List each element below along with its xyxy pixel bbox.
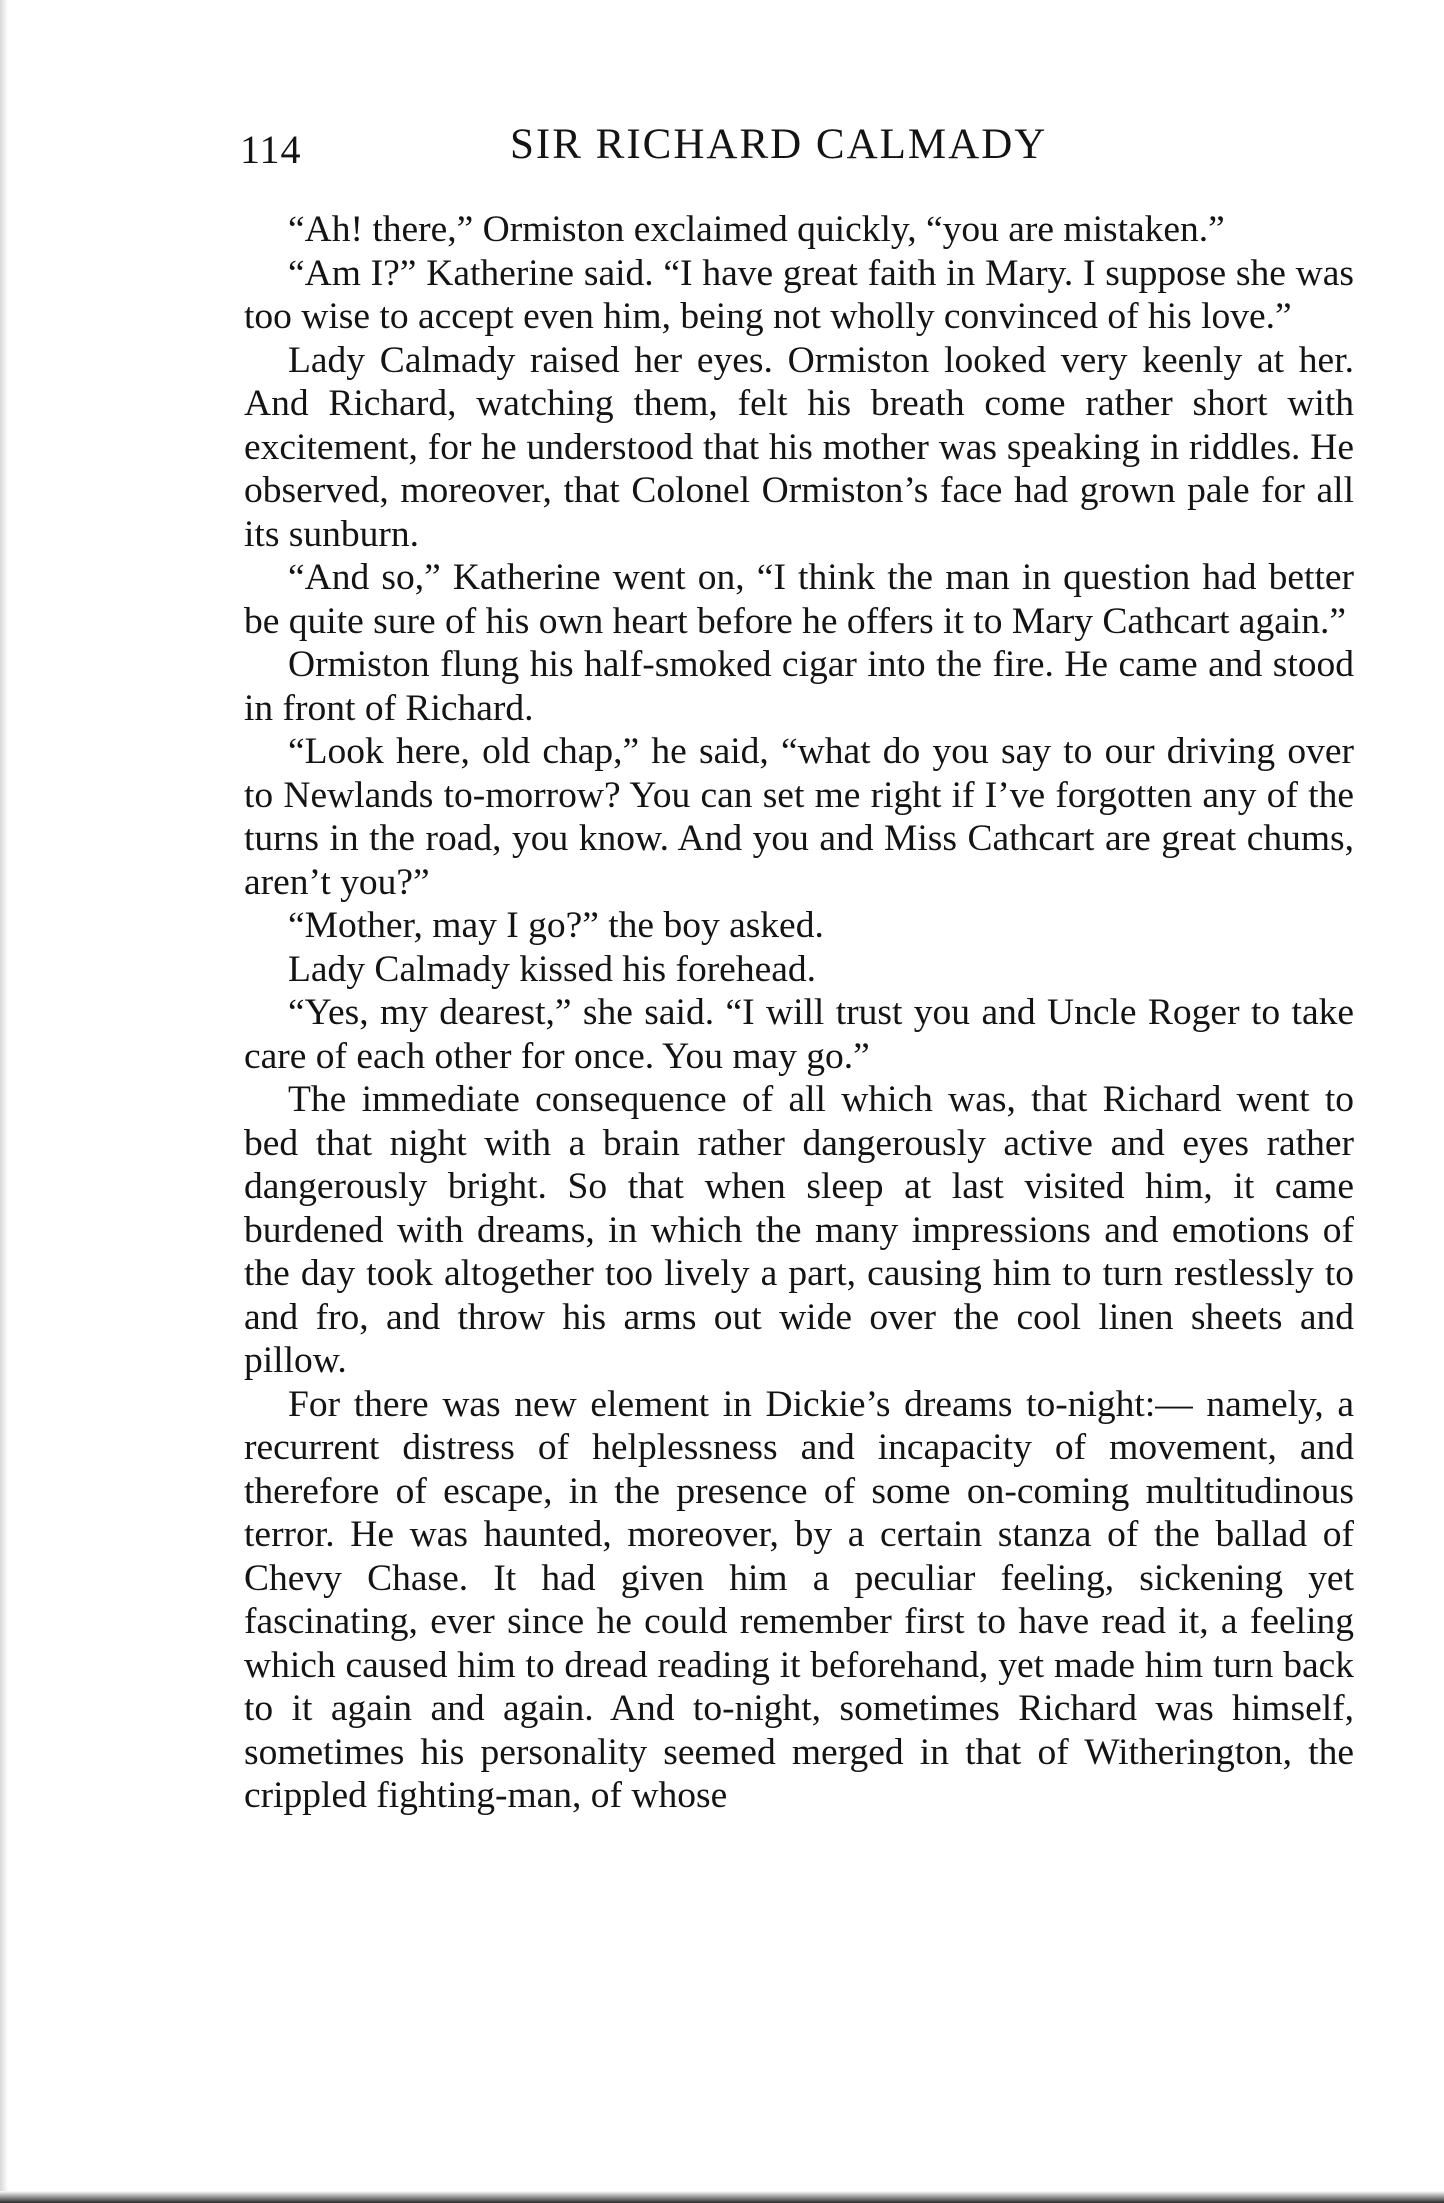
paragraph: “Look here, old chap,” he said, “what do you say to our driving over to Newlands to-morrow? You can set me right if I’ve forgotten any of the turns in the road, you know. And you and Miss Cathcart are great chums, aren’t you?” xyxy=(244,731,1354,903)
paragraph: Lady Calmady kissed his forehead. xyxy=(288,948,816,990)
paragraph: Ormiston flung his half-smoked cigar into the fire. He came and stood in front of Richard. xyxy=(244,644,1354,729)
paragraph: “Ah! there,” Ormiston exclaimed quickly, “you are mistaken.” xyxy=(288,209,1225,250)
page-header xyxy=(240,120,1355,180)
body-text xyxy=(244,208,1354,1818)
running-title: SIR RICHARD CALMADY xyxy=(510,121,1048,168)
paragraph: “Am I?” Katherine said. “I have great faith in Mary. I suppose she was too wise to accept even him, being not wholly convinced of his love.” xyxy=(244,252,1354,337)
paragraph: The immediate consequence of all which was, that Richard went to bed that night with a brain rather dangerously active and eyes rather dangerously bright. So that when sleep at last visited him, it came burdened with dreams, in which the many impressions and emotions of the day took altogether too lively a part, causing him to turn restlessly to and fro, and throw his arms out wide over the cool linen sheets and pillow. xyxy=(244,1079,1354,1381)
page-bottom-edge xyxy=(0,2191,1444,2203)
paragraph: Lady Calmady raised her eyes. Ormiston looked very keenly at her. And Richard, watching them, felt his breath come rather short with excitement, for he understood that his mother was speaking in riddles. He observed, moreover, that Colonel Ormiston’s face had grown pale for all its sunburn. xyxy=(244,339,1354,555)
paragraph: “Yes, my dearest,” she said. “I will trust you and Uncle Roger to take care of each other for once. You may go.” xyxy=(244,992,1354,1077)
page-number: 114 xyxy=(240,127,302,172)
page-edge-shadow xyxy=(0,0,8,2203)
paragraph: “Mother, may I go?” the boy asked. xyxy=(288,905,824,946)
paragraph: For there was new element in Dickie’s dreams to-night:— namely, a recurrent distress of helplessness and incapacity of movement, and therefore of escape, in the presence of some on-coming multitudinous terror. He was haunted, moreover, by a certain stanza of the ballad of Chevy Chase. It had given him a peculiar feeling, sickening yet fascinating, ever since he could remember first to have read it, a feeling which caused him to dread reading it beforehand, yet made him turn back to it again and again. And to-night, sometimes Richard was himself, sometimes his personality seemed merged in that of Witherington, the crippled fighting-man, of whose xyxy=(244,1383,1354,1816)
paragraph: “And so,” Katherine went on, “I think the man in question had better be quite sure of his own heart before he offers it to Mary Cathcart again.” xyxy=(244,557,1354,642)
